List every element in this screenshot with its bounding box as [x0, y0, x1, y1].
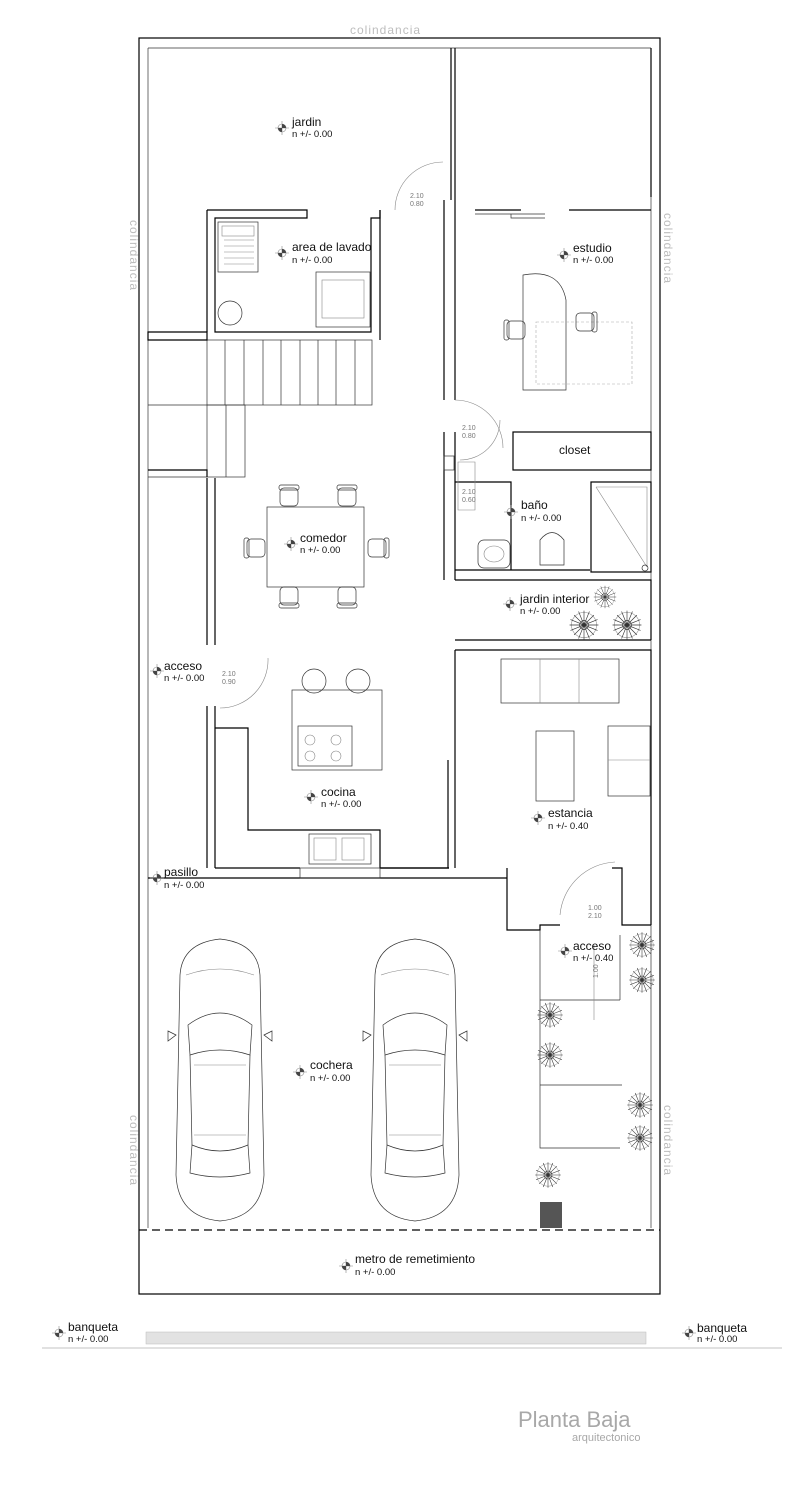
room-name: cochera — [310, 1058, 353, 1072]
room-name: acceso — [573, 939, 612, 953]
door-dim-top: 2.10 — [222, 671, 236, 678]
room-remetimiento — [339, 1252, 475, 1278]
room-name: estancia — [548, 806, 593, 820]
room-level: n +/- 0.40 — [573, 953, 614, 964]
room-name: estudio — [573, 241, 612, 255]
room-level: n +/- 0.00 — [300, 545, 341, 556]
door-dim-bot: 0.80 — [410, 201, 424, 208]
room-level: n +/- 0.00 — [292, 255, 333, 266]
room-name: banqueta — [697, 1321, 748, 1335]
room-closet — [559, 443, 591, 457]
door-dim-top: 1.00 — [588, 905, 602, 912]
room-level: n +/- 0.00 — [697, 1334, 738, 1345]
room-name: jardin interior — [520, 592, 590, 606]
room-level: n +/- 0.00 — [321, 799, 362, 810]
room-level: n +/- 0.00 — [521, 513, 562, 524]
room-estancia — [531, 806, 593, 832]
door-dim-bot: 2.10 — [588, 913, 602, 920]
room-name: closet — [559, 443, 591, 457]
colindancia-left-lower: colindancia — [127, 1115, 141, 1187]
room-level: n +/- 0.00 — [68, 1334, 109, 1345]
room-level: n +/- 0.40 — [548, 821, 589, 832]
colindancia-top: colindancia — [350, 23, 422, 37]
room-jardin-interior — [503, 592, 589, 617]
room-name: pasillo — [164, 865, 199, 879]
room-jardin — [275, 115, 332, 140]
room-level: n +/- 0.00 — [310, 1073, 351, 1084]
room-name: jardin — [292, 115, 322, 129]
room-name: acceso — [164, 659, 203, 673]
room-bano — [504, 498, 561, 524]
door-dim-top: 2.10 — [462, 425, 476, 432]
room-level: n +/- 0.00 — [164, 673, 205, 684]
room-cocina — [304, 785, 361, 810]
room-name: area de lavado — [292, 240, 372, 254]
room-acceso-right — [558, 939, 613, 964]
room-cochera — [293, 1058, 353, 1084]
room-pasillo — [150, 865, 204, 891]
colindancia-right-upper: colindancia — [661, 213, 675, 285]
lot-boundary — [139, 38, 660, 1294]
door-dim-top: 2.10 — [462, 489, 476, 496]
room-area-lavado — [275, 240, 372, 266]
room-level: n +/- 0.00 — [164, 880, 205, 891]
room-acceso-left — [150, 659, 204, 684]
room-estudio — [557, 241, 613, 266]
room-level: n +/- 0.00 — [520, 606, 561, 617]
door-dim-bot: 0.60 — [462, 497, 476, 504]
room-name: metro de remetimiento — [355, 1252, 476, 1266]
door-dim-bot: 0.90 — [222, 679, 236, 686]
room-level: n +/- 0.00 — [573, 255, 614, 266]
room-name: banqueta — [68, 1320, 119, 1334]
room-name: cocina — [321, 785, 356, 799]
room-name: comedor — [300, 531, 347, 545]
dim-vertical: 1.00 — [593, 964, 600, 978]
colindancia-right-lower: colindancia — [661, 1105, 675, 1177]
room-comedor — [284, 531, 347, 556]
banqueta-right — [682, 1321, 747, 1345]
room-level: n +/- 0.00 — [355, 1267, 396, 1278]
colindancia-left-upper: colindancia — [127, 220, 141, 292]
plan-title: Planta Baja — [518, 1407, 631, 1432]
door-dim-bot: 0.80 — [462, 433, 476, 440]
door-dim-top: 2.10 — [410, 193, 424, 200]
room-name: baño — [521, 498, 548, 512]
room-level: n +/- 0.00 — [292, 129, 333, 140]
plan-subtitle: arquitectonico — [572, 1432, 641, 1444]
banqueta-left — [52, 1320, 118, 1345]
